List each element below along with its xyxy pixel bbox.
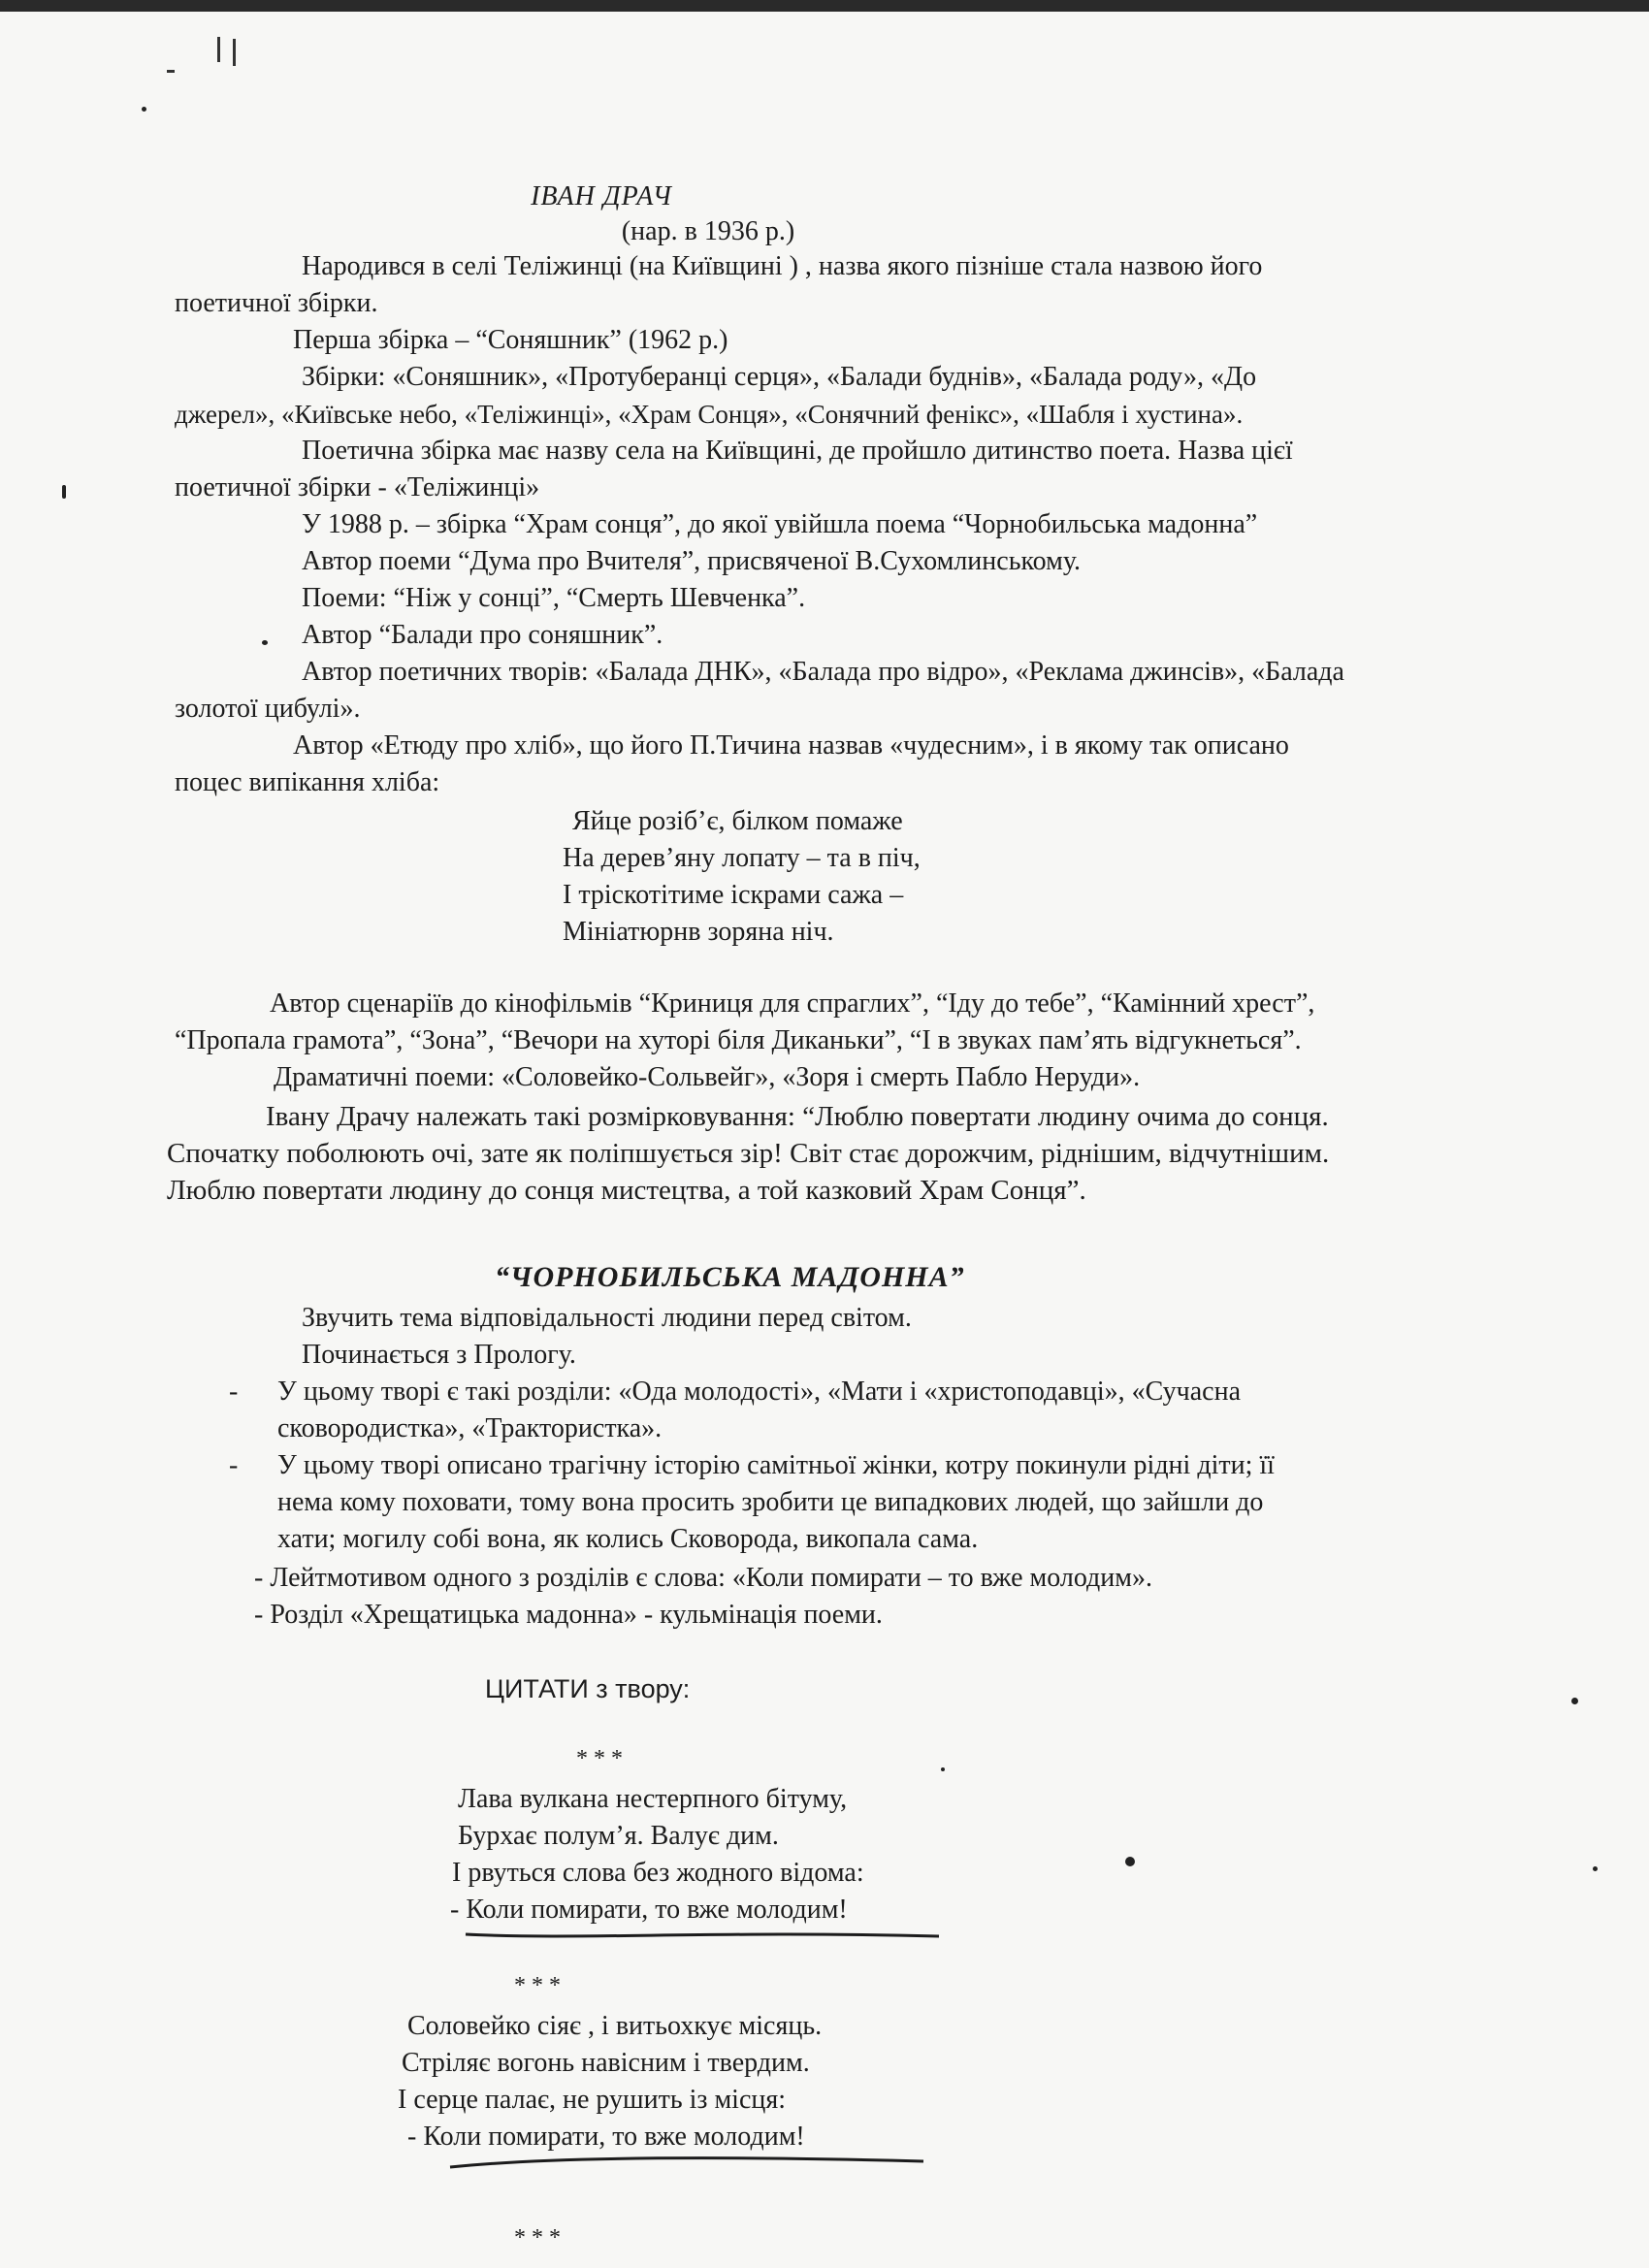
village-line-1: Поетична збірка має назву села на Київщині, де пройшло дитинство поета. Назва цієї [302, 436, 1293, 466]
scripts-line-1: Автор сценаріїв до кінофільмів “Криниця для спраглих”, “Іду до тебе”, “Камінний хрест”, [270, 988, 1315, 1019]
stanza-1-line: Бурхає полум’я. Валує дим. [458, 1821, 779, 1851]
stanza-2-line: Соловейко сіяє , і витьохкує місяць. [407, 2011, 823, 2041]
scan-mark [233, 39, 236, 66]
stanza-2-line: Стріляє вогонь навісним і твердим. [402, 2048, 810, 2078]
scan-speck [62, 485, 66, 499]
khreshchatyk-line: - Розділ «Хрещатицька мадонна» - кульмінація поеми. [254, 1600, 883, 1630]
stanza-1-line: Лава вулкана нестерпного бітуму, [458, 1784, 848, 1814]
story-line-1: У цьому творі описано трагічну історію самітньої жінки, котру покинули рідні діти; її [277, 1450, 1275, 1480]
scan-speck [941, 1767, 945, 1771]
sections-line-2: сковородистка», «Трактористка». [277, 1413, 663, 1443]
page-subtitle: (нар. в 1936 р.) [621, 216, 795, 246]
village-line-2: поетичної збірки - «Теліжинці» [175, 472, 540, 502]
scan-speck [142, 107, 146, 112]
stanza-1-line: І рвуться слова без жодного відома: [452, 1858, 864, 1888]
born-line-1: Народився в селі Теліжинці (на Київщині ) , назва якого пізніше стала назвою його [302, 251, 1263, 281]
scan-speck [262, 640, 268, 645]
verse-line: На дерев’яну лопату – та в піч, [563, 843, 921, 873]
stars-separator: * * * [576, 1746, 623, 1771]
scan-mark [167, 70, 175, 73]
story-line-3: хати; могилу собі вона, як колись Сковорода, викопала сама. [277, 1524, 979, 1554]
prologue-line: Починається з Прологу. [302, 1340, 576, 1370]
scan-speck [1571, 1698, 1578, 1704]
theme-line: Звучить тема відповідальності людини перед світом. [302, 1303, 912, 1333]
balady-line: Автор “Балади про соняшник”. [302, 620, 663, 650]
quotes-heading: ЦИТАТИ з твору: [485, 1674, 691, 1703]
quote-line-2: Спочатку поболюють очі, зате як поліпшується зір! Світ стає дорожчим, ріднішим, відчутнішим. [167, 1138, 1330, 1169]
verse-line: І тріскотітиме іскрами сажа – [563, 880, 904, 910]
leitmotif-line: - Лейтмотивом одного з розділів є слова: «Коли помирати – то вже молодим». [254, 1563, 1152, 1593]
dramatic-poems: Драматичні поеми: «Соловейко-Сольвейг», «Зоря і смерть Пабло Неруди». [274, 1062, 1141, 1092]
stars-separator: * * * [514, 1973, 561, 1998]
stanza-1-line: - Коли помирати, то вже молодим! [450, 1895, 848, 1925]
handwritten-underline [448, 2154, 933, 2177]
bullet-dash: - [229, 1450, 239, 1480]
duma-line: Автор поеми “Дума про Вчителя”, присвяченої В.Сухомлинському. [302, 546, 1082, 576]
page-title: ІВАН ДРАЧ [531, 181, 672, 211]
born-line-2: поетичної збірки. [175, 288, 378, 318]
scan-speck [1593, 1866, 1598, 1871]
stars-separator: * * * [514, 2225, 561, 2251]
verse-line: Яйце розіб’є, білком помаже [572, 806, 903, 836]
first-collection: Перша збірка – “Соняшник” (1962 р.) [293, 325, 728, 355]
scan-mark [217, 37, 220, 62]
collections-line-2: джерел», «Київське небо, «Теліжинці», «Храм Сонця», «Сонячний фенікс», «Шабля і хустина». [175, 400, 1244, 429]
etude-line-2: поцес випікання хліба: [175, 767, 440, 797]
quote-line-3: Люблю повертати людину до сонця мистецтва, а той казковий Храм Сонця”. [167, 1175, 1086, 1206]
scan-speck [1125, 1857, 1135, 1866]
etude-line-1: Автор «Етюду про хліб», що його П.Тичина назвав «чудесним», і в якому так описано [293, 730, 1289, 761]
year-1988: У 1988 р. – збірка “Храм сонця”, до якої увійшла поема “Чорнобильська мадонна” [302, 509, 1258, 539]
handwritten-underline [464, 1927, 949, 1946]
poetic-works-line-2: золотої цибулі». [175, 694, 361, 724]
section-title: “ЧОРНОБИЛЬСЬКА МАДОННА” [495, 1261, 965, 1293]
verse-line: Мініатюрнв зоряна ніч. [563, 917, 834, 947]
sections-line-1: У цьому творі є такі розділи: «Ода молодості», «Мати і «христоподавці», «Сучасна [277, 1377, 1242, 1407]
bullet-dash: - [229, 1377, 239, 1407]
story-line-2: нема кому поховати, тому вона просить зробити це випадкових людей, що зайшли до [277, 1487, 1264, 1517]
poetic-works-line-1: Автор поетичних творів: «Балада ДНК», «Балада про відро», «Реклама джинсів», «Балада [302, 657, 1344, 687]
scripts-line-2: “Пропала грамота”, “Зона”, “Вечори на хуторі біля Диканьки”, “І в звуках пам’ять відгукнеться”. [175, 1025, 1302, 1055]
stanza-2-line: - Коли помирати, то вже молодим! [407, 2122, 805, 2152]
collections-line-1: Збірки: «Соняшник», «Протуберанці серця», «Балади буднів», «Балада роду», «До [302, 362, 1257, 392]
quote-line-1: Івану Драчу належать такі розмірковування: “Люблю повертати людину очима до сонця. [266, 1101, 1329, 1132]
poems-line: Поеми: “Ніж у сонці”, “Смерть Шевченка”. [302, 583, 806, 613]
stanza-2-line: І серце палає, не рушить із місця: [398, 2085, 787, 2115]
